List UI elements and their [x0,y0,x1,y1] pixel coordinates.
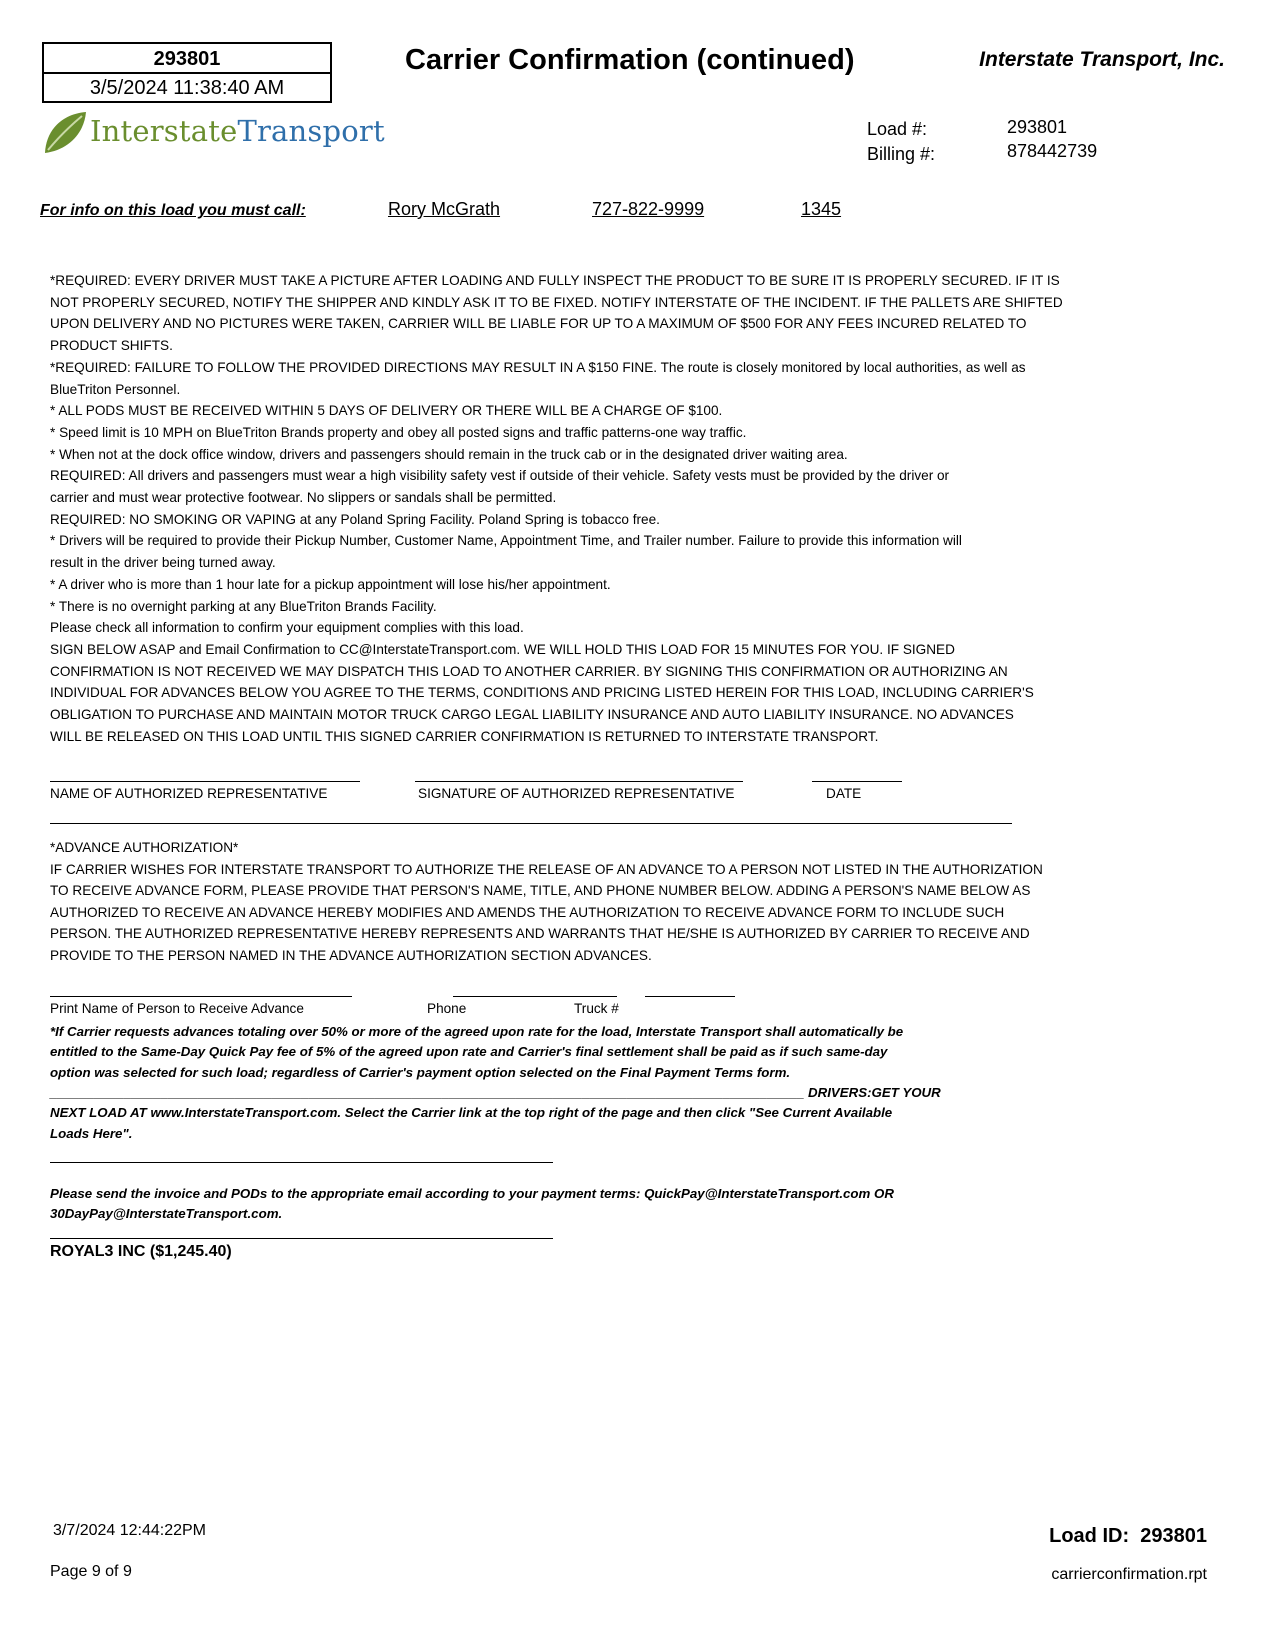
contact-name: Rory McGrath [388,199,501,219]
logo-word-1: Interstate [90,114,238,148]
advance-text: IF CARRIER WISHES FOR INTERSTATE TRANSPORT TO AUTHORIZE THE RELEASE OF AN ADVANCE TO A PERSON NOT LISTED IN THE AUTHORIZATION TO RECEIVE ADVANCE FORM, PLEASE PROVIDE THAT PERSON'S NAME, TITLE, AND PHONE NUMBER BELOW. ADDING A PERSON'S NAME BELOW AS AUTHORIZED TO RECEIVE AN ADVANCE HEREBY MODIFIES AND AMENDS THE AUTHORIZATION TO RECEIVE ADVANCE FORM TO INCLUDE SUCH PERSON. THE AUTHORIZED REPRESENTATIVE HEREBY REPRESENTS AND WARRANTS THAT HE/SHE IS AUTHORIZED BY CARRIER TO RECEIVE AND PROVIDE TO THE PERSON NAMED IN THE ADVANCE AUTHORIZATION SECTION ADVANCES. [50,861,1043,963]
invoice-divider [50,1238,553,1239]
requirement-item: * When not at the dock office window, drivers and passengers should remain in the truck cab or in the designated driver waiting area. [50,446,848,462]
quick-pay-text: *If Carrier requests advances totaling over 50% or more of the agreed upon rate for the load, Interstate Transport shall automatically be entitled to the Same-Day Quick Pay fee of 5% of the agreed upon rate and Carrier's final settlement shall be paid as if such same-day option was selected for such load; regardless of Carrier's payment option selected on the Final Payment Terms form. [50,1024,904,1080]
footer-report-name: carrierconfirmation.rpt [1051,1566,1207,1583]
drivers-divider [50,1162,553,1163]
requirement-item: *REQUIRED: EVERY DRIVER MUST TAKE A PICTURE AFTER LOADING AND FULLY INSPECT THE PRODUCT TO BE SURE IT IS PROPERLY SECURED. IF IT IS NOT PROPERLY SECURED, NOTIFY THE SHIPPER AND KINDLY ASK IT TO BE FIXED. NOTIFY INTERSTATE OF THE INCIDENT. IF THE PALLETS ARE SHIFTED UPON DELIVERY AND NO PICTURES WERE TAKEN, CARRIER WILL BE LIABLE FOR UP TO A MAXIMUM OF $500 FOR ANY FEES INCURED RELATED TO PRODUCT SHIFTS. [50,273,1063,354]
requirement-item: REQUIRED: All drivers and passengers must wear a high visibility safety vest if outside of their vehicle. Safety vests must be provided by the driver or carrier and must wear protective footwear. No slippers or sandals shall be permitted. [50,468,950,506]
requirement-item: SIGN BELOW ASAP and Email Confirmation to CC@InterstateTransport.com. WE WILL HOLD THIS LOAD FOR 15 MINUTES FOR YOU. IF SIGNED CONFIRMATION IS NOT RECEIVED WE MAY DISPATCH THIS LOAD TO ANOTHER CARRIER. BY SIGNING THIS CONFIRMATION OR AUTHORIZING AN INDIVIDUAL FOR ADVANCES BELOW YOU AGREE TO THE TERMS, CONDITIONS AND PRICING LISTED HEREIN FOR THIS LOAD, INCLUDING CARRIER'S OBLIGATION TO PURCHASE AND MAINTAIN MOTOR TRUCK CARGO LEGAL LIABILITY INSURANCE AND AUTO LIABILITY INSURANCE. NO ADVANCES WILL BE RELEASED ON THIS LOAD UNTIL THIS SIGNED CARRIER CONFIRMATION IS RETURNED TO INTERSTATE TRANSPORT. [50,641,1034,744]
date-line [812,781,902,782]
advance-truck-line [645,996,735,997]
billing-label: Billing #: [867,144,936,164]
carrier-amount: ROYAL3 INC ($1,245.40) [50,1243,232,1260]
footer-page-number: Page 9 of 9 [50,1563,132,1580]
drivers-rule: ______________________________________________________________________________________________________ [50,1085,805,1100]
requirement-item: * A driver who is more than 1 hour late for a pickup appointment will lose his/her appointment. [50,576,611,592]
load-value: 293801 [1007,117,1068,137]
requirements-section [50,270,1240,747]
requirement-item: *REQUIRED: FAILURE TO FOLLOW THE PROVIDED DIRECTIONS MAY RESULT IN A $150 FINE. The route is closely monitored by local authorities, as well as BlueTriton Personnel. [50,359,1026,397]
advance-section [50,837,1240,967]
contact-extension: 1345 [801,199,842,219]
truck-label: Truck # [574,1001,619,1016]
footer-timestamp: 3/7/2024 12:44:22PM [53,1522,207,1539]
name-rep-label: NAME OF AUTHORIZED REPRESENTATIVE [50,786,328,801]
header-load-number: 293801 [44,44,330,74]
requirement-item: * Drivers will be required to provide their Pickup Number, Customer Name, Appointment Time, and Trailer number. Failure to provide this information will result in the driver being turned away. [50,533,962,571]
logo-wordmark [90,114,385,148]
requirement-item: * ALL PODS MUST BE RECEIVED WITHIN 5 DAYS OF DELIVERY OR THERE WILL BE A CHARGE OF $100. [50,403,723,419]
company-name: Interstate Transport, Inc. [979,48,1225,71]
advance-heading: *ADVANCE AUTHORIZATION* [50,840,239,855]
header-printed-datetime: 3/5/2024 11:38:40 AM [89,77,285,99]
requirement-item: Please check all information to confirm your equipment complies with this load. [50,620,524,636]
billing-value: 878442739 [1007,141,1098,161]
phone-label: Phone [427,1001,467,1016]
requirement-item: * There is no overnight parking at any BlueTriton Brands Facility. [50,598,437,614]
company-logo [42,108,385,160]
section-divider [50,823,1012,824]
quick-pay-note [50,1022,1050,1083]
date-label: DATE [826,786,862,801]
load-id-box [42,42,332,103]
logo-word-2: Transport [237,114,385,148]
requirement-item: REQUIRED: NO SMOKING OR VAPING at any Poland Spring Facility. Poland Spring is tobacco free. [50,511,660,527]
name-signature-line [50,781,360,782]
signature-line [415,781,743,782]
invoice-text: Please send the invoice and PODs to the appropriate email according to your payment terms: QuickPay@InterstateTransport.com OR 30DayPay@InterstateTransport.com. [50,1186,895,1222]
leaf-icon [42,110,88,156]
print-name-label: Print Name of Person to Receive Advance [50,1001,304,1016]
contact-phone: 727-822-9999 [592,199,705,219]
load-label: Load #: [867,119,928,139]
invoice-note [50,1184,1050,1225]
contact-label: For info on this load you must call: [40,202,306,219]
advance-name-line [50,996,352,997]
footer-load-id-label: Load ID: [1049,1525,1130,1547]
advance-phone-line [453,996,617,997]
signature-rep-label: SIGNATURE OF AUTHORIZED REPRESENTATIVE [418,786,735,801]
document-title: Carrier Confirmation (continued) [405,44,855,76]
requirement-item: * Speed limit is 10 MPH on BlueTriton Brands property and obey all posted signs and traffic patterns-one way traffic. [50,424,747,440]
footer-load-id-value: 293801 [1140,1525,1207,1547]
drivers-text: DRIVERS:GET YOUR NEXT LOAD AT www.InterstateTransport.com. Select the Carrier link at the top right of the page and then click "See Current Available Loads Here". [50,1085,941,1141]
footer-load-id [1049,1525,1207,1548]
drivers-note [50,1083,1060,1144]
